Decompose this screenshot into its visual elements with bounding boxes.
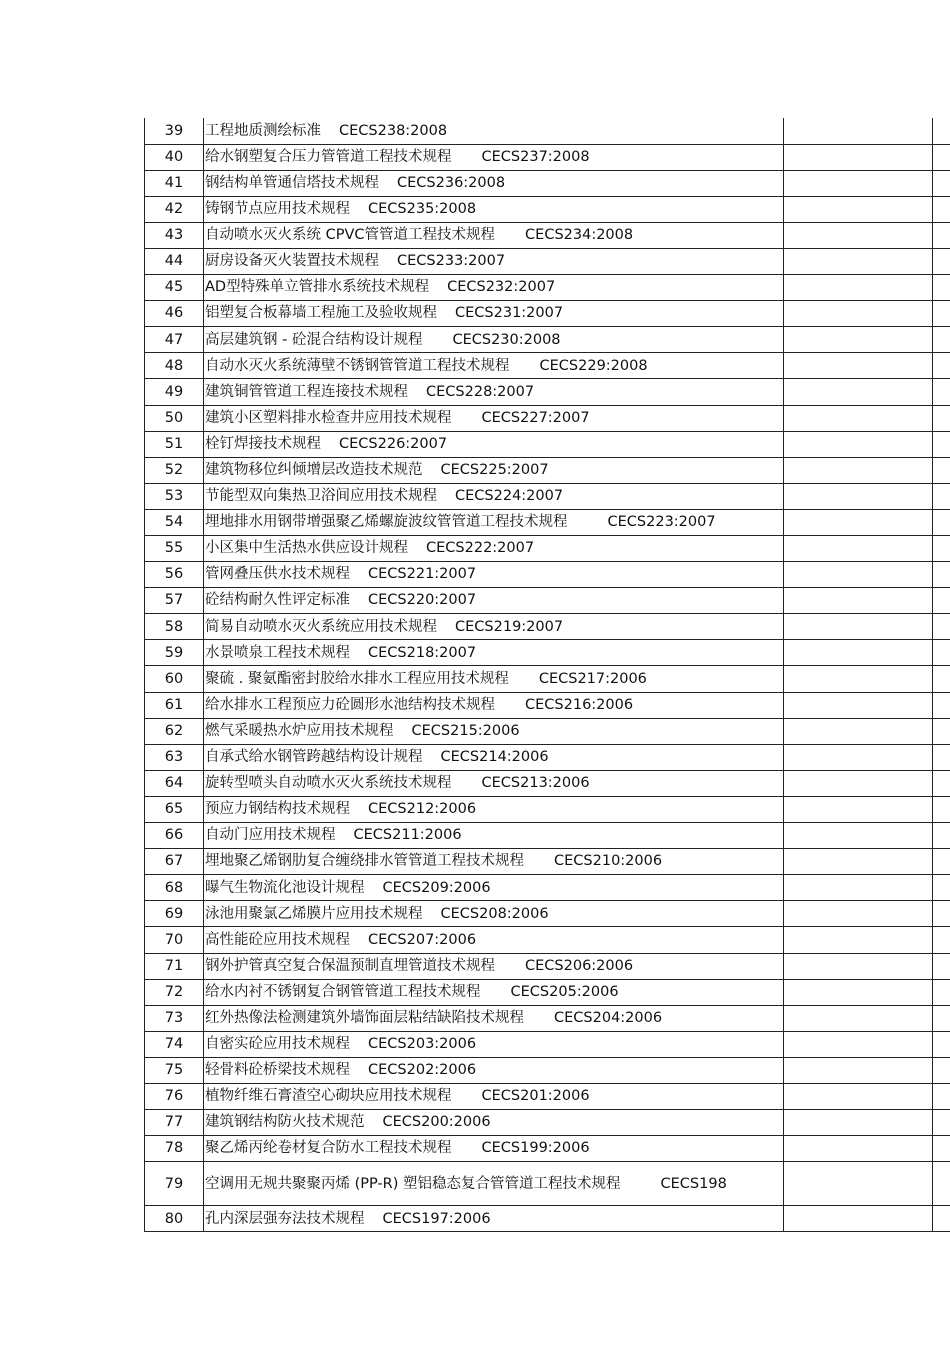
empty-cell bbox=[784, 483, 933, 509]
empty-cell bbox=[933, 1057, 950, 1083]
standard-code: CECS201:2006 bbox=[481, 1088, 590, 1105]
row-number: 77 bbox=[145, 1110, 204, 1136]
table-row bbox=[145, 849, 950, 875]
table-row bbox=[145, 770, 950, 796]
standard-code: CECS206:2006 bbox=[525, 957, 634, 974]
row-number: 40 bbox=[145, 144, 204, 170]
empty-cell bbox=[933, 614, 950, 640]
empty-cell bbox=[933, 509, 950, 535]
empty-cell bbox=[784, 588, 933, 614]
standard-title: 铸钢节点应用技术规程 bbox=[205, 201, 350, 218]
row-number: 59 bbox=[145, 640, 204, 666]
standard-title: 简易自动喷水灭火系统应用技术规程 bbox=[205, 618, 437, 635]
table-row bbox=[145, 823, 950, 849]
standard-cell bbox=[204, 692, 784, 718]
empty-cell bbox=[933, 144, 950, 170]
standard-cell bbox=[204, 222, 784, 248]
standard-cell bbox=[204, 248, 784, 274]
empty-cell bbox=[933, 875, 950, 901]
empty-cell bbox=[933, 823, 950, 849]
table-row bbox=[145, 588, 950, 614]
standard-cell bbox=[204, 405, 784, 431]
standard-cell bbox=[204, 327, 784, 353]
standard-title: 给水排水工程预应力砼圆形水池结构技术规程 bbox=[205, 696, 495, 713]
standard-title: 高性能砼应用技术规程 bbox=[205, 931, 350, 948]
standard-title: 聚硫 . 聚氨酯密封胶给水排水工程应用技术规程 bbox=[205, 670, 509, 687]
row-number: 70 bbox=[145, 927, 204, 953]
empty-cell bbox=[933, 536, 950, 562]
standard-code: CECS225:2007 bbox=[440, 462, 549, 479]
standard-code: CECS222:2007 bbox=[426, 540, 535, 557]
standard-code: CECS208:2006 bbox=[440, 905, 549, 922]
row-number: 43 bbox=[145, 222, 204, 248]
table-row bbox=[145, 927, 950, 953]
standard-cell bbox=[204, 718, 784, 744]
standard-code: CECS198 bbox=[660, 1175, 727, 1192]
standard-title: 燃气采暖热水炉应用技术规程 bbox=[205, 722, 394, 739]
standard-code: CECS221:2007 bbox=[368, 566, 477, 583]
empty-cell bbox=[784, 327, 933, 353]
empty-cell bbox=[933, 796, 950, 822]
standard-cell bbox=[204, 509, 784, 535]
standard-title: 水景喷泉工程技术规程 bbox=[205, 644, 350, 661]
empty-cell bbox=[784, 1005, 933, 1031]
table-row bbox=[145, 196, 950, 222]
row-number: 53 bbox=[145, 483, 204, 509]
empty-cell bbox=[784, 144, 933, 170]
empty-cell bbox=[933, 562, 950, 588]
standard-title: 栓钉焊接技术规程 bbox=[205, 435, 321, 452]
empty-cell bbox=[933, 953, 950, 979]
table-row bbox=[145, 640, 950, 666]
row-number: 45 bbox=[145, 275, 204, 301]
standard-cell bbox=[204, 196, 784, 222]
row-number: 51 bbox=[145, 431, 204, 457]
row-number: 39 bbox=[145, 118, 204, 144]
table-row bbox=[145, 744, 950, 770]
standard-cell bbox=[204, 875, 784, 901]
empty-cell bbox=[784, 170, 933, 196]
empty-cell bbox=[933, 588, 950, 614]
table-row bbox=[145, 457, 950, 483]
standard-cell bbox=[204, 953, 784, 979]
standard-code: CECS218:2007 bbox=[368, 644, 477, 661]
standard-title: 预应力钢结构技术规程 bbox=[205, 801, 350, 818]
standard-title: 埋地排水用钢带增强聚乙烯螺旋波纹管管道工程技术规程 bbox=[205, 514, 568, 531]
standard-code: CECS229:2008 bbox=[539, 357, 648, 374]
standard-code: CECS223:2007 bbox=[607, 514, 716, 531]
standard-code: CECS220:2007 bbox=[368, 592, 477, 609]
empty-cell bbox=[784, 1057, 933, 1083]
standard-title: 高层建筑钢 - 砼混合结构设计规程 bbox=[205, 331, 423, 348]
table-row bbox=[145, 327, 950, 353]
table-body bbox=[145, 118, 950, 1232]
empty-cell bbox=[933, 353, 950, 379]
standard-cell bbox=[204, 301, 784, 327]
empty-cell bbox=[784, 796, 933, 822]
standard-code: CECS233:2007 bbox=[397, 253, 506, 270]
table-row bbox=[145, 405, 950, 431]
standard-title: 轻骨料砼桥梁技术规程 bbox=[205, 1062, 350, 1079]
standard-code: CECS217:2006 bbox=[538, 670, 647, 687]
standard-cell bbox=[204, 979, 784, 1005]
standard-title: 空调用无规共聚聚丙烯 (PP-R) 塑铝稳态复合管管道工程技术规程 bbox=[205, 1175, 621, 1192]
row-number: 75 bbox=[145, 1057, 204, 1083]
row-number: 54 bbox=[145, 509, 204, 535]
table-row bbox=[145, 1136, 950, 1162]
empty-cell bbox=[784, 379, 933, 405]
standard-cell bbox=[204, 1031, 784, 1057]
empty-cell bbox=[933, 301, 950, 327]
standard-title: 给水内衬不锈钢复合钢管管道工程技术规程 bbox=[205, 983, 481, 1000]
standard-cell bbox=[204, 1110, 784, 1136]
empty-cell bbox=[933, 222, 950, 248]
standard-code: CECS197:2006 bbox=[382, 1210, 491, 1227]
empty-cell bbox=[933, 1206, 950, 1232]
row-number: 48 bbox=[145, 353, 204, 379]
standard-title: 小区集中生活热水供应设计规程 bbox=[205, 540, 408, 557]
standard-code: CECS199:2006 bbox=[481, 1140, 590, 1157]
table-row bbox=[145, 1031, 950, 1057]
standard-title: AD型特殊单立管排水系统技术规程 bbox=[205, 279, 430, 296]
row-number: 49 bbox=[145, 379, 204, 405]
row-number: 68 bbox=[145, 875, 204, 901]
table-row bbox=[145, 875, 950, 901]
empty-cell bbox=[784, 118, 933, 144]
row-number: 61 bbox=[145, 692, 204, 718]
row-number: 71 bbox=[145, 953, 204, 979]
standard-cell bbox=[204, 144, 784, 170]
standard-cell bbox=[204, 118, 784, 144]
empty-cell bbox=[784, 1083, 933, 1109]
standard-title: 红外热像法检测建筑外墙饰面层粘结缺陷技术规程 bbox=[205, 1009, 524, 1026]
table-row bbox=[145, 536, 950, 562]
empty-cell bbox=[933, 431, 950, 457]
empty-cell bbox=[784, 275, 933, 301]
empty-cell bbox=[933, 170, 950, 196]
standard-title: 节能型双向集热卫浴间应用技术规程 bbox=[205, 488, 437, 505]
empty-cell bbox=[784, 1136, 933, 1162]
empty-cell bbox=[784, 248, 933, 274]
standard-cell bbox=[204, 1206, 784, 1232]
table-row bbox=[145, 1110, 950, 1136]
standard-cell bbox=[204, 927, 784, 953]
standard-cell bbox=[204, 796, 784, 822]
standard-code: CECS234:2008 bbox=[525, 227, 634, 244]
standard-title: 建筑物移位纠倾增层改造技术规范 bbox=[205, 462, 423, 479]
standard-code: CECS203:2006 bbox=[368, 1036, 477, 1053]
empty-cell bbox=[784, 979, 933, 1005]
standard-cell bbox=[204, 666, 784, 692]
empty-cell bbox=[933, 327, 950, 353]
standard-title: 铝塑复合板幕墙工程施工及验收规程 bbox=[205, 305, 437, 322]
row-number: 47 bbox=[145, 327, 204, 353]
standard-cell bbox=[204, 536, 784, 562]
standard-title: 聚乙烯丙纶卷材复合防水工程技术规程 bbox=[205, 1140, 452, 1157]
standard-code: CECS226:2007 bbox=[339, 435, 448, 452]
empty-cell bbox=[784, 509, 933, 535]
empty-cell bbox=[933, 692, 950, 718]
standard-title: 自承式给水钢管跨越结构设计规程 bbox=[205, 749, 423, 766]
empty-cell bbox=[933, 483, 950, 509]
row-number: 80 bbox=[145, 1206, 204, 1232]
standard-cell bbox=[204, 770, 784, 796]
row-number: 72 bbox=[145, 979, 204, 1005]
standard-code: CECS205:2006 bbox=[510, 983, 619, 1000]
row-number: 74 bbox=[145, 1031, 204, 1057]
table-row bbox=[145, 379, 950, 405]
standard-code: CECS216:2006 bbox=[525, 696, 634, 713]
table-row bbox=[145, 901, 950, 927]
empty-cell bbox=[933, 901, 950, 927]
empty-cell bbox=[933, 457, 950, 483]
row-number: 64 bbox=[145, 770, 204, 796]
empty-cell bbox=[784, 823, 933, 849]
empty-cell bbox=[784, 927, 933, 953]
empty-cell bbox=[784, 692, 933, 718]
table-row bbox=[145, 666, 950, 692]
standard-title: 旋转型喷头自动喷水灭火系统技术规程 bbox=[205, 775, 452, 792]
empty-cell bbox=[933, 979, 950, 1005]
row-number: 73 bbox=[145, 1005, 204, 1031]
row-number: 62 bbox=[145, 718, 204, 744]
table-row bbox=[145, 509, 950, 535]
empty-cell bbox=[933, 770, 950, 796]
empty-cell bbox=[784, 770, 933, 796]
standard-code: CECS224:2007 bbox=[455, 488, 564, 505]
standard-code: CECS227:2007 bbox=[481, 409, 590, 426]
empty-cell bbox=[933, 1162, 950, 1206]
standard-code: CECS204:2006 bbox=[554, 1009, 663, 1026]
row-number: 63 bbox=[145, 744, 204, 770]
standard-cell bbox=[204, 744, 784, 770]
empty-cell bbox=[933, 379, 950, 405]
row-number: 46 bbox=[145, 301, 204, 327]
row-number: 55 bbox=[145, 536, 204, 562]
standard-title: 钢外护管真空复合保温预制直埋管道技术规程 bbox=[205, 957, 495, 974]
table-row bbox=[145, 1206, 950, 1232]
empty-cell bbox=[933, 1031, 950, 1057]
table-row bbox=[145, 562, 950, 588]
standard-cell bbox=[204, 1005, 784, 1031]
empty-cell bbox=[933, 744, 950, 770]
standard-title: 自动喷水灭火系统 CPVC管管道工程技术规程 bbox=[205, 227, 496, 244]
standard-code: CECS214:2006 bbox=[440, 749, 549, 766]
empty-cell bbox=[933, 275, 950, 301]
empty-cell bbox=[933, 927, 950, 953]
standard-title: 曝气生物流化池设计规程 bbox=[205, 879, 365, 896]
standard-cell bbox=[204, 431, 784, 457]
table-row bbox=[145, 222, 950, 248]
empty-cell bbox=[784, 536, 933, 562]
standard-title: 砼结构耐久性评定标准 bbox=[205, 592, 350, 609]
standard-title: 泳池用聚氯乙烯膜片应用技术规程 bbox=[205, 905, 423, 922]
standard-cell bbox=[204, 379, 784, 405]
standard-title: 钢结构单管通信塔技术规程 bbox=[205, 174, 379, 191]
standard-code: CECS219:2007 bbox=[455, 618, 564, 635]
table-row bbox=[145, 431, 950, 457]
standard-cell bbox=[204, 588, 784, 614]
standard-cell bbox=[204, 562, 784, 588]
standard-title: 埋地聚乙烯钢肋复合缠绕排水管管道工程技术规程 bbox=[205, 853, 524, 870]
table-row bbox=[145, 953, 950, 979]
standard-title: 自密实砼应用技术规程 bbox=[205, 1036, 350, 1053]
row-number: 66 bbox=[145, 823, 204, 849]
empty-cell bbox=[784, 1206, 933, 1232]
row-number: 57 bbox=[145, 588, 204, 614]
standard-code: CECS231:2007 bbox=[455, 305, 564, 322]
empty-cell bbox=[933, 248, 950, 274]
empty-cell bbox=[784, 953, 933, 979]
empty-cell bbox=[933, 849, 950, 875]
standard-cell bbox=[204, 457, 784, 483]
table-row bbox=[145, 248, 950, 274]
empty-cell bbox=[784, 875, 933, 901]
standard-title: 孔内深层强夯法技术规程 bbox=[205, 1210, 365, 1227]
table-row bbox=[145, 796, 950, 822]
standard-cell bbox=[204, 1162, 784, 1206]
table-row bbox=[145, 718, 950, 744]
row-number: 41 bbox=[145, 170, 204, 196]
standard-code: CECS230:2008 bbox=[452, 331, 561, 348]
standard-code: CECS210:2006 bbox=[554, 853, 663, 870]
empty-cell bbox=[784, 1031, 933, 1057]
standard-title: 建筑小区塑料排水检查井应用技术规程 bbox=[205, 409, 452, 426]
row-number: 60 bbox=[145, 666, 204, 692]
standard-cell bbox=[204, 275, 784, 301]
empty-cell bbox=[933, 1110, 950, 1136]
standard-cell bbox=[204, 849, 784, 875]
row-number: 78 bbox=[145, 1136, 204, 1162]
standard-title: 给水钢塑复合压力管管道工程技术规程 bbox=[205, 148, 452, 165]
empty-cell bbox=[933, 718, 950, 744]
row-number: 44 bbox=[145, 248, 204, 274]
table-row bbox=[145, 1162, 950, 1206]
standard-title: 植物纤维石膏渣空心砌块应用技术规程 bbox=[205, 1088, 452, 1105]
standard-code: CECS238:2008 bbox=[339, 122, 448, 139]
row-number: 56 bbox=[145, 562, 204, 588]
table-row bbox=[145, 144, 950, 170]
empty-cell bbox=[933, 118, 950, 144]
table-row bbox=[145, 979, 950, 1005]
empty-cell bbox=[784, 431, 933, 457]
empty-cell bbox=[933, 1005, 950, 1031]
standard-cell bbox=[204, 901, 784, 927]
standard-code: CECS235:2008 bbox=[368, 201, 477, 218]
empty-cell bbox=[933, 196, 950, 222]
standard-code: CECS202:2006 bbox=[368, 1062, 477, 1079]
table-row bbox=[145, 1083, 950, 1109]
row-number: 67 bbox=[145, 849, 204, 875]
row-number: 65 bbox=[145, 796, 204, 822]
standards-table bbox=[144, 118, 950, 1232]
row-number: 52 bbox=[145, 457, 204, 483]
standard-title: 建筑钢结构防火技术规范 bbox=[205, 1114, 365, 1131]
empty-cell bbox=[933, 666, 950, 692]
standard-cell bbox=[204, 1083, 784, 1109]
empty-cell bbox=[784, 718, 933, 744]
empty-cell bbox=[933, 1136, 950, 1162]
empty-cell bbox=[933, 405, 950, 431]
empty-cell bbox=[933, 1083, 950, 1109]
empty-cell bbox=[784, 1110, 933, 1136]
standard-cell bbox=[204, 483, 784, 509]
standard-code: CECS232:2007 bbox=[447, 279, 556, 296]
table-row bbox=[145, 1005, 950, 1031]
standard-cell bbox=[204, 353, 784, 379]
empty-cell bbox=[784, 849, 933, 875]
standard-title: 管网叠压供水技术规程 bbox=[205, 566, 350, 583]
row-number: 42 bbox=[145, 196, 204, 222]
empty-cell bbox=[784, 301, 933, 327]
empty-cell bbox=[784, 640, 933, 666]
standard-cell bbox=[204, 1136, 784, 1162]
standard-title: 工程地质测绘标准 bbox=[205, 122, 321, 139]
empty-cell bbox=[933, 640, 950, 666]
empty-cell bbox=[784, 1162, 933, 1206]
empty-cell bbox=[784, 614, 933, 640]
empty-cell bbox=[784, 353, 933, 379]
standard-code: CECS228:2007 bbox=[426, 383, 535, 400]
table-row bbox=[145, 170, 950, 196]
standard-cell bbox=[204, 640, 784, 666]
row-number: 79 bbox=[145, 1162, 204, 1206]
standard-code: CECS236:2008 bbox=[397, 174, 506, 191]
table-row bbox=[145, 1057, 950, 1083]
row-number: 69 bbox=[145, 901, 204, 927]
empty-cell bbox=[784, 222, 933, 248]
table-row bbox=[145, 483, 950, 509]
standard-cell bbox=[204, 1057, 784, 1083]
standard-code: CECS207:2006 bbox=[368, 931, 477, 948]
empty-cell bbox=[784, 405, 933, 431]
row-number: 58 bbox=[145, 614, 204, 640]
standard-cell bbox=[204, 614, 784, 640]
table-row bbox=[145, 692, 950, 718]
empty-cell bbox=[784, 196, 933, 222]
standard-cell bbox=[204, 170, 784, 196]
standard-title: 建筑铜管管道工程连接技术规程 bbox=[205, 383, 408, 400]
standard-code: CECS213:2006 bbox=[481, 775, 590, 792]
table-row bbox=[145, 614, 950, 640]
table-row bbox=[145, 275, 950, 301]
standard-title: 自动门应用技术规程 bbox=[205, 827, 336, 844]
empty-cell bbox=[784, 562, 933, 588]
standard-code: CECS200:2006 bbox=[382, 1114, 491, 1131]
row-number: 50 bbox=[145, 405, 204, 431]
standard-code: CECS209:2006 bbox=[382, 879, 491, 896]
row-number: 76 bbox=[145, 1083, 204, 1109]
standard-code: CECS215:2006 bbox=[411, 722, 520, 739]
table-row bbox=[145, 353, 950, 379]
empty-cell bbox=[784, 457, 933, 483]
table-row bbox=[145, 118, 950, 144]
standard-code: CECS237:2008 bbox=[481, 148, 590, 165]
empty-cell bbox=[784, 901, 933, 927]
empty-cell bbox=[784, 744, 933, 770]
table-row bbox=[145, 301, 950, 327]
standard-cell bbox=[204, 823, 784, 849]
standard-code: CECS211:2006 bbox=[353, 827, 462, 844]
standard-title: 厨房设备灭火装置技术规程 bbox=[205, 253, 379, 270]
standard-code: CECS212:2006 bbox=[368, 801, 477, 818]
empty-cell bbox=[784, 666, 933, 692]
standard-title: 自动水灭火系统薄壁不锈钢管管道工程技术规程 bbox=[205, 357, 510, 374]
